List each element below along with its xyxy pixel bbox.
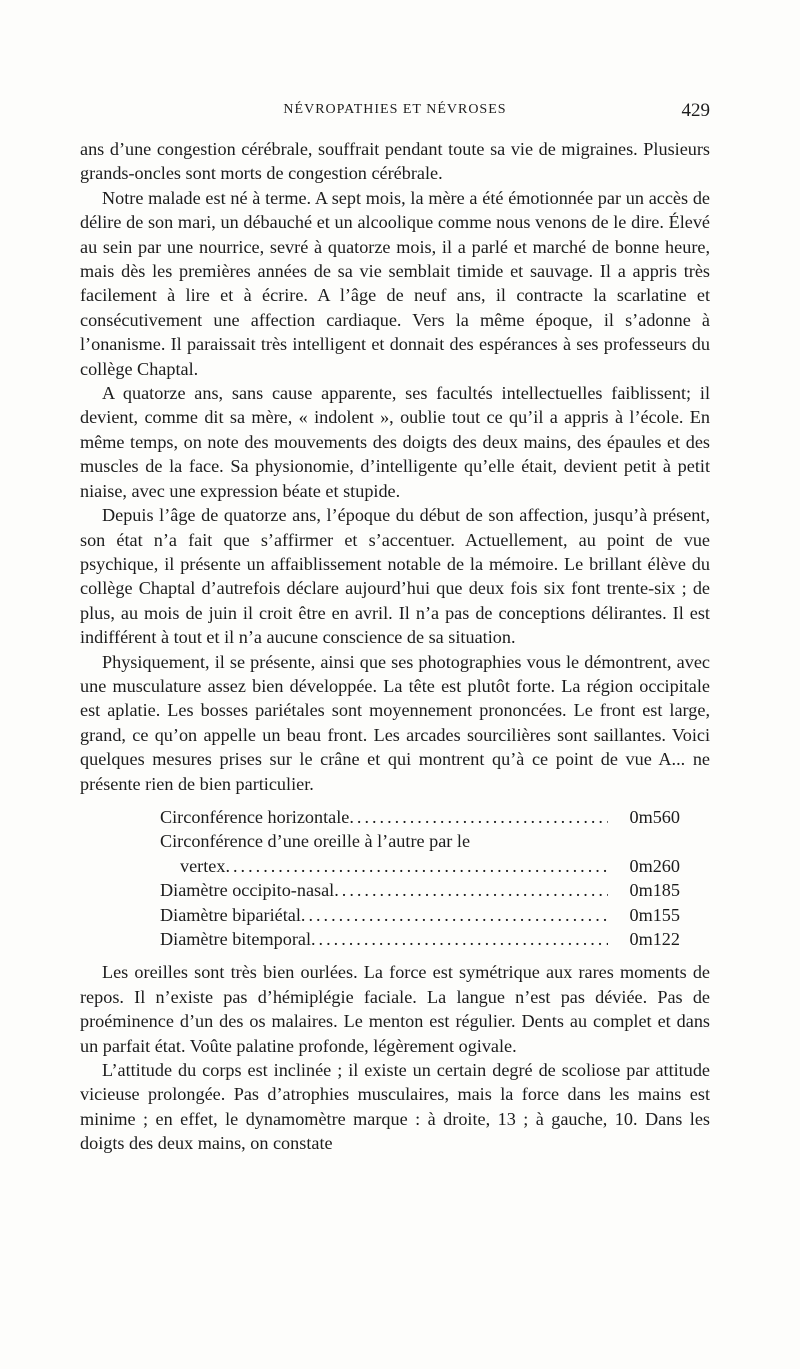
measurement-row [160,829,680,853]
page-number: 429 [681,100,710,121]
measurement-row-continued [160,854,680,878]
body-text [80,137,710,1156]
paragraph: Depuis l’âge de quatorze ans, l’époque du début de son affection, jusqu’à présent, son état n’a fait que s’affirmer et s’accentuer. Actuellement, au point de vue psychique, il présente un affaiblissement notable de la mémoire. Le brillant élève du collège Chaptal d’autrefois déclare aujourd’hui que deux fois six font trente-six ; de plus, au mois de juin il croit être en avril. Il n’a pas de conceptions délirantes. Il est indifférent à tout et il n’a aucune conscience de sa situation. [80,505,710,648]
leader-dots [225,854,608,878]
measurement-row [160,805,680,829]
paragraph: Les oreilles sont très bien ourlées. La force est symétrique aux rares moments de repos. Il n’existe pas d’hémiplégie faciale. La langue n’est pas déviée. Pas de proéminence d’un des os malaires. Le menton est régulier. Dents au complet et dans un parfait état. Voûte palatine profonde, légèrement ogivale. [80,962,710,1056]
measurement-row [160,878,680,902]
page-header [80,100,710,124]
skull-measurements [160,805,680,951]
leader-dots [334,878,608,902]
measurement-label: Diamètre bipariétal [160,904,301,925]
leader-dots [301,903,608,927]
measurement-value: 0m122 [629,929,680,949]
paragraph: A quatorze ans, sans cause apparente, ses facultés intellectuelles faiblissent; il devient, comme dit sa mère, « indolent », oublie tout ce qu’il a appris à l’école. En même temps, on note des mouvements des doigts des deux mains, des épaules et des muscles de la face. Sa physionomie, d’intelligente qu’elle était, devient petit à petit niaise, avec une expression béate et stupide. [80,383,710,501]
measurement-label: Diamètre occipito-nasal [160,880,335,901]
paragraph: Physiquement, il se présente, ainsi que ses photographies vous le démontrent, avec une musculature assez bien développée. La tête est plutôt forte. La région occipitale est aplatie. Les bosses pariétales sont moyennement prononcées. Le front est large, grand, ce qu’on appelle un beau front. Les arcades sourcilières sont saillantes. Voici quelques mesures prises sur le crâne et qui montrent qu’à ce point de vue A... ne présente rien de bien particulier. [80,651,710,794]
measurement-value: 0m155 [629,904,680,925]
paragraph: ans d’une congestion cérébrale, souffrait pendant toute sa vie de migraines. Plusieurs grands-oncles sont morts de congestion cérébrale. [80,139,710,184]
measurement-value: 0m560 [629,806,680,827]
paragraph: Notre malade est né à terme. A sept mois, la mère a été émotionnée par un accès de délire de son mari, un débauché et un alcoolique comme nous venons de le dire. Élevé au sein par une nourrice, sevré à quatorze mois, il a parlé et marché de bonne heure, mais dès les premières années de sa vie semblait timide et sauvage. Il a appris très facilement à lire et à écrire. A l’âge de neuf ans, il contracte la scarlatine et consécutivement une affection cardiaque. Vers la même époque, il s’adonne à l’onanisme. Il paraissait très intelligent et donnait des espérances à ses professeurs du collège Chaptal. [80,187,710,379]
measurement-row [160,903,680,927]
measurement-value: 0m185 [629,880,680,901]
measurement-row [160,927,680,951]
measurement-value: 0m260 [629,855,680,876]
leader-dots [311,927,608,951]
leader-dots [349,805,608,829]
paragraph: L’attitude du corps est inclinée ; il existe un certain degré de scoliose par attitude vicieuse prolongée. Pas d’atrophies musculaires, mais la force dans les mains est minime ; en effet, le dynamomètre marque : à droite, 13 ; à gauche, 10. Dans les doigts des deux mains, on constate [80,1060,710,1154]
measurement-label: Diamètre bitemporal [160,929,311,949]
measurement-label-continued: vertex [180,855,226,876]
measurement-label: Circonférence horizontale [160,806,350,827]
measurement-label: Circonférence d’une oreille à l’autre par le [160,831,471,852]
running-title: NÉVROPATHIES ET NÉVROSES [283,102,507,117]
